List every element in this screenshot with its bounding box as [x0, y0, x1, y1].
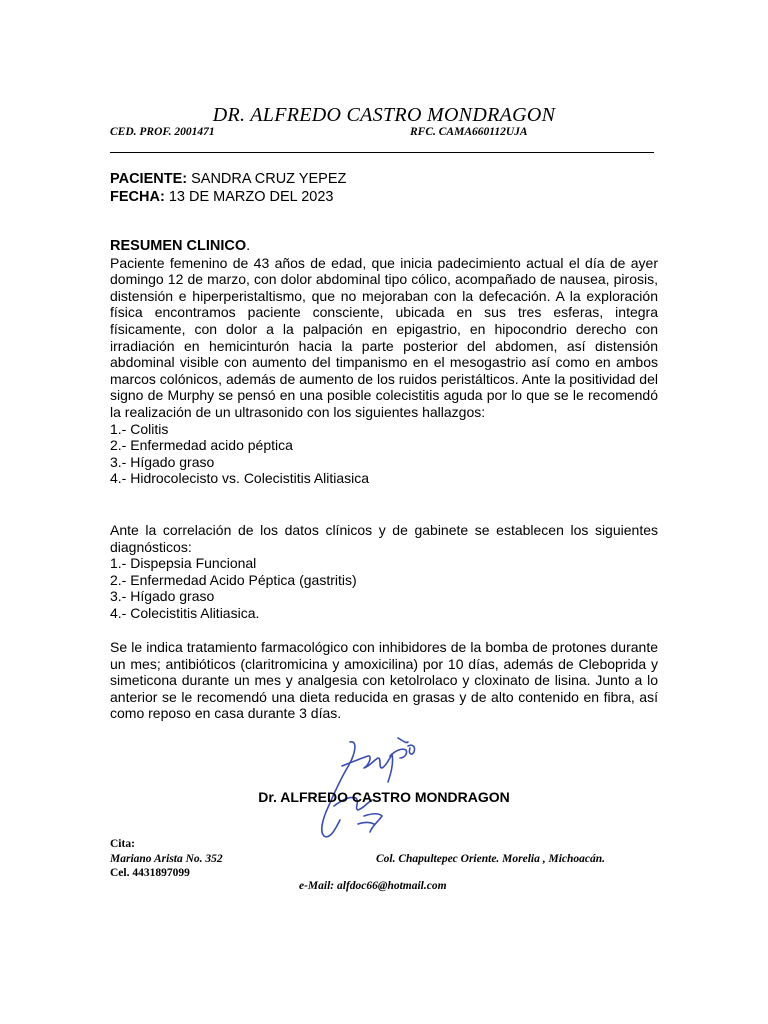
email-address: e-Mail: alfdoc66@hotmail.com: [299, 880, 447, 892]
list-item: 1.- Dispepsia Funcional: [110, 555, 257, 572]
diagnosis-section: [110, 522, 658, 622]
patient-line: [110, 171, 346, 187]
findings-list: [110, 421, 658, 487]
list-item: 2.- Enfermedad Acido Péptica (gastritis): [110, 571, 357, 588]
diagnosis-list: [110, 555, 658, 621]
doctor-name-header: DR. ALFREDO CASTRO MONDRAGON: [212, 104, 556, 126]
report-date: 13 DE MARZO DEL 2023: [168, 189, 334, 205]
list-item: 3.- Hígado graso: [110, 453, 215, 470]
treatment-section: [110, 639, 658, 722]
list-item: 3.- Hígado graso: [110, 588, 215, 605]
list-item: 4.- Hidrocolecisto vs. Colecistitis Alitiasica: [110, 470, 370, 487]
signature-name: Dr. ALFREDO CASTRO MONDRAGON: [258, 789, 510, 805]
list-item: 1.- Colitis: [110, 420, 169, 437]
treatment-text: Se le indica tratamiento farmacológico con inhibidores de la bomba de protones durante un mes; antibióticos (claritromicina y amoxicilina) por 10 días, además de Cleboprida y simeticona durante un mes y analgesia con ketolrolaco y cloxinato de lisina. Junto a lo anterior se le recomendó una dieta reducida en grasas y de alto contenido en fibra, así como reposo en casa durante 3 días.: [110, 639, 658, 722]
clinical-summary: RESUMEN CLINICO. Paciente femenino de 43 años de edad, que inicia padecimiento actual el día de ayer domingo 12 de marzo, con dolor abdominal tipo cólico, acompañado de nausea, pirosis, distensión e hiperperistaltismo, que no mejoraban con la defecación. A la exploración física encontramos paciente consciente, ubicada en sus tres esferas, integra físicamente, con dolor a la palpación en epigastrio, en hipocondrio derecho con irradiación en hemicinturón hacia la parte posterior del abdomen, así distensión abdominal visible con aumento del timpanismo en el mesogastrio así como en ambos marcos colónicos, además de aumento de los ruidos peristálticos. Ante la positividad del signo de Murphy se pensó en una posible colecistitis aguda por lo que se le recomendó la realización de un ultrasonido con los siguientes hallazgos: 1.- Colitis 2.- Enfermedad acido péptica 3.- Hígado graso 4.- Hidrocolecisto vs. Colecistitis Alitiasica: [110, 238, 658, 487]
summary-title: RESUMEN CLINICO: [110, 238, 247, 254]
summary-paragraph: Paciente femenino de 43 años de edad, que inicia padecimiento actual el día de ayer domingo 12 de marzo, con dolor abdominal tipo cólico, acompañado de nausea, pirosis, distensión e hiperperistaltismo, que no mejoraban con la defecación. A la exploración física encontramos paciente consciente, ubicada en sus tres esferas, integra físicamente, con dolor a la palpación en epigastrio, en hipocondrio derecho con irradiación en hemicinturón hacia la parte posterior del abdomen, así distensión abdominal visible con aumento del timpanismo en el mesogastrio así como en ambos marcos colónicos, además de aumento de los ruidos peristálticos. Ante la positividad del signo de Murphy se pensó en una posible colecistitis aguda por lo que se le recomendó la realización de un ultrasonido con los siguientes hallazgos:: [110, 254, 658, 420]
date-line: [110, 189, 333, 205]
address-colony: Col. Chapultepec Oriente. Morelia , Michoacán.: [376, 853, 606, 865]
list-item: 4.- Colecistitis Alitiasica.: [110, 604, 260, 621]
date-label: FECHA:: [110, 189, 165, 205]
appointment-label: Cita:: [110, 838, 135, 850]
rfc-number: RFC. CAMA660112UJA: [410, 126, 528, 138]
patient-label: PACIENTE:: [110, 171, 188, 187]
address-street: Mariano Arista No. 352: [110, 853, 223, 865]
header-divider: [110, 152, 654, 153]
phone-number: Cel. 4431897099: [110, 867, 190, 879]
list-item: 2.- Enfermedad acido péptica: [110, 437, 293, 454]
patient-name: SANDRA CRUZ YEPEZ: [191, 171, 347, 187]
professional-license: CED. PROF. 2001471: [110, 126, 215, 138]
diagnosis-intro: Ante la correlación de los datos clínicos y de gabinete se establecen los siguientes diagnósticos:: [110, 522, 658, 555]
